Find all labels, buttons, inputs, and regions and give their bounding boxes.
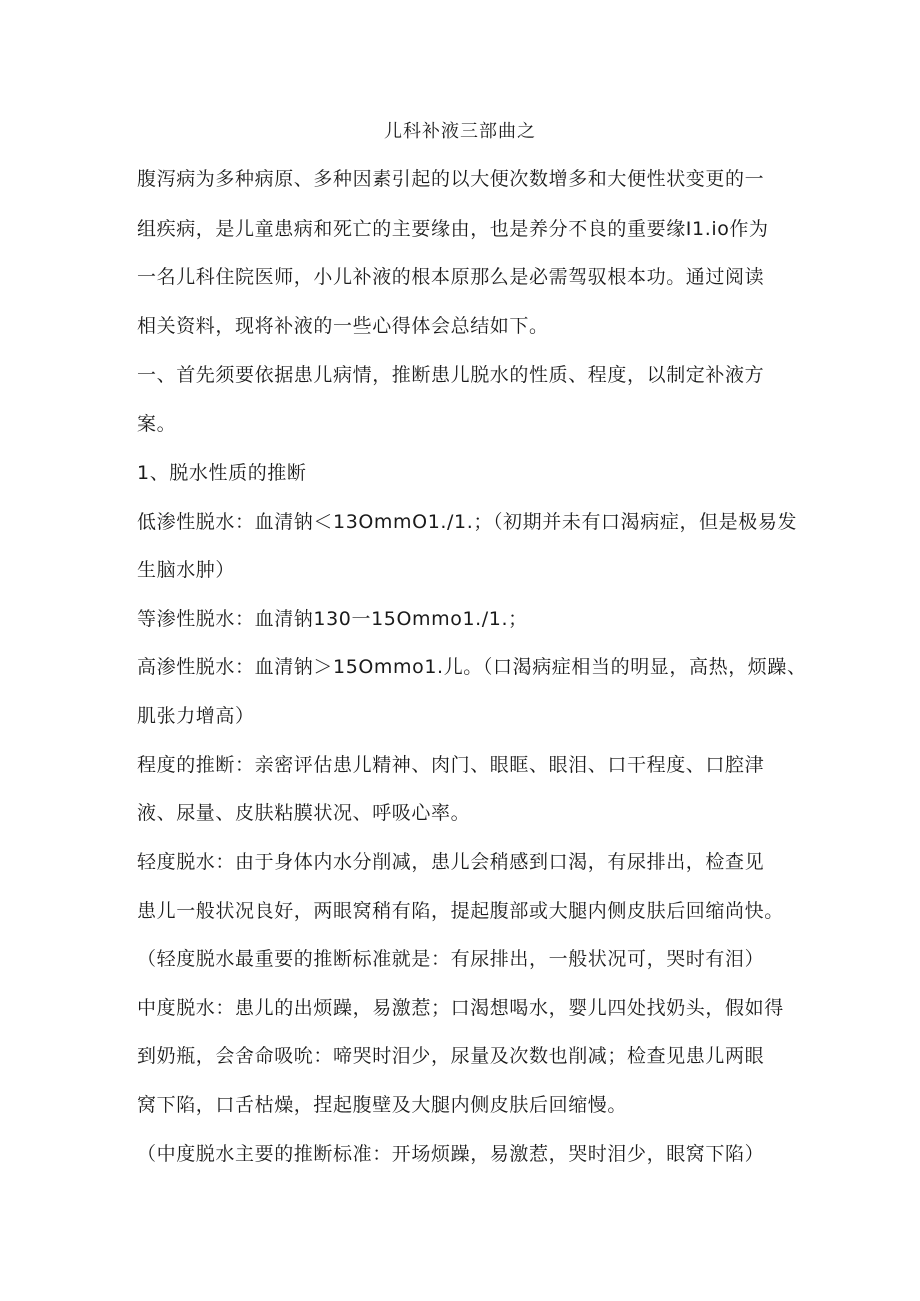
text-line-15: 轻度脱水：由于身体内水分削减，患儿会稍感到口渴，有尿排出，检查见 xyxy=(137,851,765,873)
text-line-16: 患儿一般状况良好，两眼窝稍有陷，提起腹部或大腿内侧皮肤后回缩尚快。 xyxy=(137,900,784,922)
document-title: 儿科补液三部曲之 xyxy=(384,121,536,142)
text-line-21: （中度脱水主要的推断标准：开场烦躁，易激惹，哭时泪少，眼窝下陷） xyxy=(137,1143,765,1165)
text-line-14: 液、尿量、皮肤粘膜状况、呼吸心率。 xyxy=(137,802,471,824)
text-line-1: 腹泻病为多种病原、多种因素引起的以大便次数增多和大便性状变更的一 xyxy=(137,168,765,190)
text-line-12: 肌张力增高） xyxy=(137,705,255,727)
text-line-6: 案。 xyxy=(137,413,177,435)
text-line-11: 高渗性脱水：血清钠＞15Ommo1.儿。（口渴病症相当的明显，高热，烦躁、 xyxy=(137,656,807,678)
text-line-17: （轻度脱水最重要的推断标准就是：有尿排出，一般状况可，哭时有泪） xyxy=(137,948,765,970)
text-line-10: 等渗性脱水：血清钠130一15Ommo1./1.； xyxy=(137,608,528,630)
text-line-2: 组疾病，是儿童患病和死亡的主要缘由，也是养分不良的重要缘I1.io作为 xyxy=(137,218,769,240)
text-line-5: 一、首先须要依据患儿病情，推断患儿脱水的性质、程度，以制定补液方 xyxy=(137,364,765,386)
text-line-20: 窝下陷，口舌枯燥，捏起腹壁及大腿内侧皮肤后回缩慢。 xyxy=(137,1094,628,1116)
text-line-4: 相关资料，现将补液的一些心得体会总结如下。 xyxy=(137,315,549,337)
text-line-18: 中度脱水：患儿的出烦躁，易激惹；口渴想喝水，婴儿四处找奶头，假如得 xyxy=(137,997,784,1019)
text-line-13: 程度的推断：亲密评估患儿精神、肉门、眼眶、眼泪、口干程度、口腔津 xyxy=(137,754,765,776)
text-line-9: 生脑水肿） xyxy=(137,559,236,581)
section-heading: 1、脱水性质的推断 xyxy=(137,462,307,484)
text-line-3: 一名儿科住院医师，小儿补液的根本原那么是必需驾驭根本功。通过阅读 xyxy=(137,266,765,288)
text-line-8: 低渗性脱水：血清钠＜13OmmO1./1.；（初期并未有口渴病症，但是极易发 xyxy=(137,511,798,533)
text-line-19: 到奶瓶，会舍命吸吮：啼哭时泪少，尿量及次数也削减；检查见患儿两眼 xyxy=(137,1045,765,1067)
